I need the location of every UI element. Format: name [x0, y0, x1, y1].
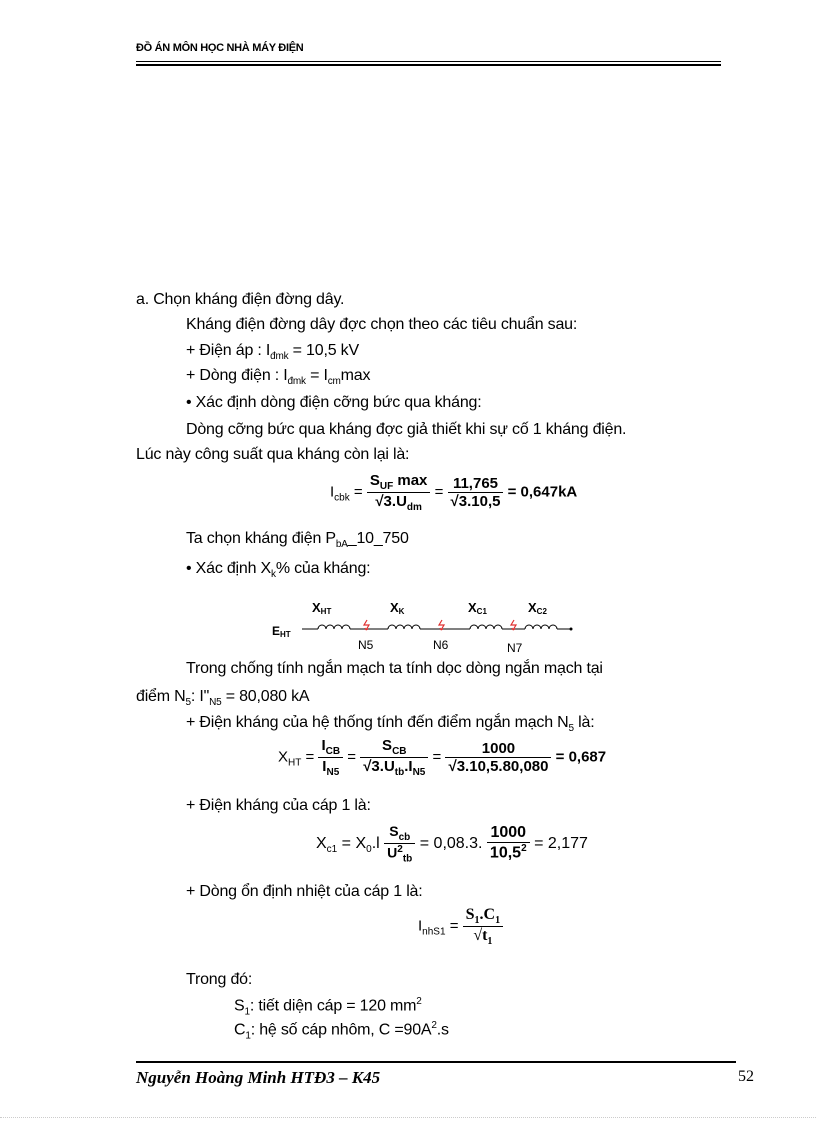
label-n6: N6 [433, 638, 449, 652]
text-line: $S_1$: tiết diện cáp = 120 $mm^2$ [234, 996, 422, 1018]
equation-xht: $X_{HT}$ = $\frac{I_{CB}}{I_{N5}}$ = $\frac{S_{CB}}{√3.U_{tb}.I_{N5}}$ = $\frac{1000}{√3.10,5.80,080}$ = 0,687 [278, 737, 607, 778]
text-line: + Dòng điện : $I_{đmk} = I_{cm}\max$ [186, 367, 371, 388]
label-xk: XK [390, 600, 405, 616]
inductor-xk [388, 625, 420, 629]
text-line: + Điện kháng của hệ thống tính đến điểm ngắn mạch $N_5$ là: [186, 714, 595, 735]
text-line: điểm $N_5$: $I"_{N5} = 80,080$ kA [136, 688, 310, 709]
equation-inhs1: $I_{nhS1}$ = $\frac{S_1.C_1}{√t_1}$ [418, 906, 503, 947]
document-header: ĐỒ ÁN MÔN HỌC NHÀ MÁY ĐIỆN [136, 42, 304, 54]
text-line: Ta chọn kháng điện $P_{bA}\_10\_750$ [186, 530, 409, 551]
footer-author: Nguyễn Hoàng Minh HTĐ3 – K45 [136, 1068, 381, 1087]
label-eht: EHT [272, 624, 291, 639]
text-line: + Điện áp : $I_{đmk} = 10,5$ kV [186, 342, 359, 363]
text-line: Trong chống tính ngắn mạch ta tính dọc dòng ngắn mạch tại [186, 660, 603, 677]
inductor-xc2 [525, 625, 557, 629]
text-line: $C_1$: hệ số cáp nhôm, $C =90A^2.s$ [234, 1020, 449, 1042]
page-number: 52 [738, 1068, 754, 1085]
header-rule-thick [136, 64, 721, 66]
text-line: + Dòng ổn định nhiệt của cáp 1 là: [186, 883, 423, 900]
equation-xc1: $X_{c1} = X_0.l$ $\frac{S_{cb}}{U^2_{tb}}$ = 0,08.3. $\frac{1000}{10,5^2}$ = 2,177 [316, 823, 588, 865]
circuit-diagram [270, 598, 580, 658]
label-n7: N7 [507, 641, 523, 655]
bullet-line: • Xác định $X_k\%$ của kháng: [186, 560, 371, 581]
text-line: + Điện kháng của cáp 1 là: [186, 797, 371, 814]
text-line: Lúc này công suất qua kháng còn lại là: [136, 446, 410, 463]
label-xht: XHT [312, 600, 332, 616]
inductor-xc1 [470, 625, 502, 629]
footer-rule [136, 1061, 736, 1063]
label-n5: N5 [358, 638, 374, 652]
terminal-dot [570, 628, 573, 631]
text-line: Dòng cỡng bức qua kháng đợc giả thiết khi sự cố 1 kháng điện. [186, 421, 627, 438]
inductor-xht [318, 625, 350, 629]
equation-icbk: $I_{cbk}$ = $\frac{S_{UF} \max}{√3.U_{dm}}$ = $\frac{11,765}{√3.10,5}$ = 0,647kA [330, 472, 578, 513]
section-heading: a. Chọn kháng điện đờng dây. [136, 291, 345, 308]
text-line: Kháng điện đờng dây đợc chọn theo các tiêu chuẩn sau: [186, 316, 578, 333]
text-line: Trong đó: [186, 971, 253, 988]
label-xc1: XC1 [468, 600, 487, 616]
bullet-line: • Xác định dòng điện cỡng bức qua kháng: [186, 394, 482, 411]
label-xc2: XC2 [528, 600, 547, 616]
page-edge [0, 1117, 816, 1118]
header-rule-thin [136, 61, 721, 62]
